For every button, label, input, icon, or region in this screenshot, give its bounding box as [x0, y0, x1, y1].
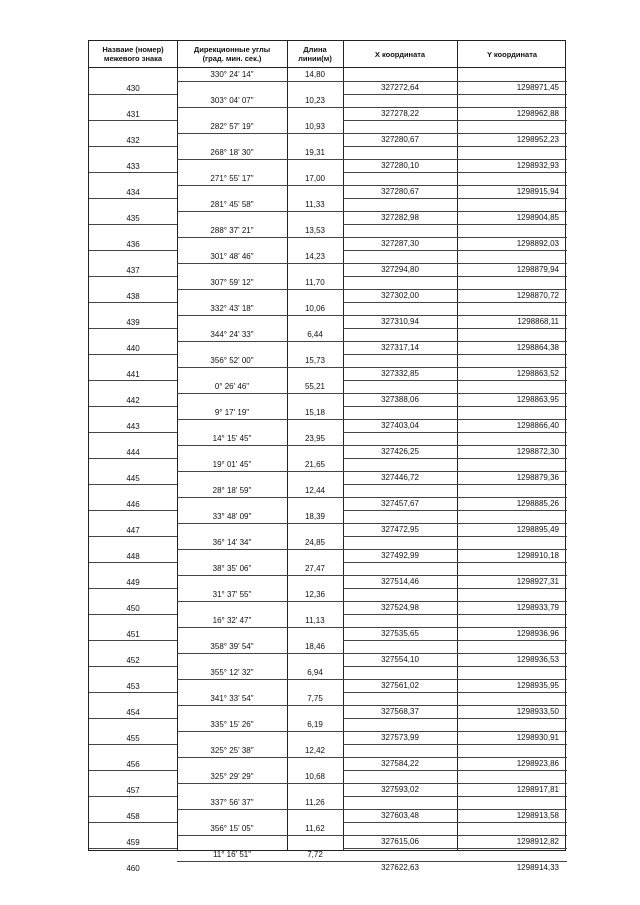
row-divider	[177, 549, 343, 550]
header-x: X координата	[374, 49, 426, 59]
direction-angle: 325° 25' 38"	[210, 746, 254, 755]
row-divider	[343, 289, 567, 290]
row-divider	[177, 679, 343, 680]
y-coordinate: 1298863,52	[516, 369, 559, 378]
row-divider	[177, 315, 343, 316]
row-divider	[343, 757, 567, 758]
row-divider	[177, 523, 343, 524]
x-coordinate: 327403,04	[381, 421, 419, 430]
direction-angle: 341° 33' 54"	[210, 694, 254, 703]
direction-angle: 281° 45' 58"	[210, 200, 254, 209]
point-name: 452	[126, 656, 140, 665]
x-coordinate: 327622,63	[381, 863, 419, 872]
row-divider	[343, 120, 567, 121]
y-coordinate: 1298936,96	[516, 629, 559, 638]
point-name: 454	[126, 708, 140, 717]
direction-angle: 0° 26' 46"	[214, 382, 250, 391]
line-length: 14,23	[304, 252, 326, 261]
header-name: Назвaие (номер) межевого знака	[102, 45, 164, 63]
row-divider	[177, 419, 343, 420]
direction-angle: 36° 14' 34"	[212, 538, 252, 547]
row-divider	[89, 172, 177, 173]
point-name: 430	[126, 84, 140, 93]
row-divider	[177, 783, 343, 784]
row-divider	[89, 822, 177, 823]
line-length: 10,23	[304, 96, 326, 105]
y-coordinate: 1298936,53	[516, 655, 559, 664]
direction-angle: 303° 04' 07"	[210, 96, 254, 105]
row-divider	[343, 653, 567, 654]
row-divider	[343, 536, 567, 537]
row-divider	[177, 627, 343, 628]
y-coordinate: 1298933,50	[516, 707, 559, 716]
row-divider	[177, 445, 343, 446]
x-coordinate: 327272,64	[381, 83, 419, 92]
point-name: 451	[126, 630, 140, 639]
row-divider	[343, 523, 567, 524]
point-name: 445	[126, 474, 140, 483]
y-coordinate: 1298910,18	[516, 551, 559, 560]
direction-angle: 19° 01' 45"	[212, 460, 252, 469]
x-coordinate: 327282,98	[381, 213, 419, 222]
row-divider	[89, 510, 177, 511]
point-name: 448	[126, 552, 140, 561]
row-divider	[89, 588, 177, 589]
point-name: 434	[126, 188, 140, 197]
row-divider	[343, 627, 567, 628]
row-divider	[89, 302, 177, 303]
row-divider	[343, 822, 567, 823]
y-coordinate: 1298895,49	[516, 525, 559, 534]
x-coordinate: 327280,67	[381, 187, 419, 196]
y-coordinate: 1298872,30	[516, 447, 559, 456]
y-coordinate: 1298864,38	[516, 343, 559, 352]
y-coordinate: 1298932,93	[516, 161, 559, 170]
row-divider	[89, 718, 177, 719]
line-length: 10,06	[304, 304, 326, 313]
direction-angle: 356° 52' 00"	[210, 356, 254, 365]
direction-angle: 325° 29' 29"	[210, 772, 254, 781]
x-coordinate: 327514,46	[381, 577, 419, 586]
row-divider	[343, 211, 567, 212]
row-divider	[343, 146, 567, 147]
row-divider	[89, 796, 177, 797]
row-divider	[343, 562, 567, 563]
y-coordinate: 1298868,11	[517, 317, 559, 326]
line-length: 55,21	[304, 382, 326, 391]
line-length: 10,68	[304, 772, 326, 781]
line-length: 12,36	[304, 590, 326, 599]
x-coordinate: 327302,00	[381, 291, 419, 300]
line-length: 17,00	[304, 174, 326, 183]
y-coordinate: 1298913,58	[516, 811, 559, 820]
x-coordinate: 327310,94	[381, 317, 419, 326]
row-divider	[177, 835, 343, 836]
direction-angle: 11° 16' 51"	[212, 850, 252, 859]
x-coordinate: 327287,30	[381, 239, 419, 248]
row-divider	[177, 757, 343, 758]
direction-angle: 9° 17' 19"	[214, 408, 250, 417]
x-coordinate: 327535,65	[381, 629, 419, 638]
row-divider	[343, 380, 567, 381]
row-divider	[177, 159, 343, 160]
line-length: 21,65	[304, 460, 326, 469]
y-coordinate: 1298885,26	[516, 499, 559, 508]
direction-angle: 271° 55' 17"	[210, 174, 254, 183]
row-divider	[343, 484, 567, 485]
row-divider	[89, 640, 177, 641]
point-name: 443	[126, 422, 140, 431]
point-name: 457	[126, 786, 140, 795]
row-divider	[343, 94, 567, 95]
point-name: 446	[126, 500, 140, 509]
y-coordinate: 1298933,79	[516, 603, 559, 612]
row-divider	[343, 744, 567, 745]
x-coordinate: 327584,22	[381, 759, 419, 768]
row-divider	[89, 536, 177, 537]
row-divider	[343, 432, 567, 433]
x-coordinate: 327561,02	[381, 681, 419, 690]
line-length: 14,80	[304, 70, 326, 79]
direction-angle: 337° 56' 37"	[210, 798, 254, 807]
y-coordinate: 1298870,72	[516, 291, 559, 300]
line-length: 6,94	[307, 668, 323, 677]
row-divider	[343, 393, 567, 394]
row-divider	[343, 809, 567, 810]
y-coordinate: 1298930,91	[516, 733, 559, 742]
row-divider	[177, 211, 343, 212]
row-divider	[89, 250, 177, 251]
row-divider	[89, 354, 177, 355]
row-divider	[89, 562, 177, 563]
row-divider	[343, 510, 567, 511]
row-divider	[177, 471, 343, 472]
row-divider	[343, 718, 567, 719]
point-name: 438	[126, 292, 140, 301]
y-coordinate: 1298912,82	[516, 837, 559, 846]
line-length: 11,70	[305, 278, 325, 287]
row-divider	[343, 406, 567, 407]
x-coordinate: 327280,10	[381, 161, 419, 170]
row-divider	[343, 237, 567, 238]
row-divider	[343, 302, 567, 303]
point-name: 459	[126, 838, 140, 847]
line-length: 24,85	[304, 538, 326, 547]
row-divider	[343, 783, 567, 784]
direction-angle: 31° 37' 55"	[212, 590, 252, 599]
direction-angle: 28° 18' 59"	[212, 486, 252, 495]
row-divider	[89, 380, 177, 381]
x-coordinate: 327568,37	[381, 707, 419, 716]
row-divider	[343, 198, 567, 199]
row-divider	[89, 666, 177, 667]
row-divider	[343, 224, 567, 225]
row-divider	[177, 809, 343, 810]
row-divider	[343, 445, 567, 446]
row-divider	[343, 354, 567, 355]
x-coordinate: 327472,95	[381, 525, 419, 534]
point-name: 436	[126, 240, 140, 249]
row-divider	[177, 341, 343, 342]
row-divider	[343, 640, 567, 641]
point-name: 432	[126, 136, 140, 145]
x-coordinate: 327524,98	[381, 603, 419, 612]
y-coordinate: 1298866,40	[516, 421, 559, 430]
direction-angle: 330° 24' 14"	[210, 70, 254, 79]
line-length: 15,18	[304, 408, 326, 417]
line-length: 11,26	[305, 798, 325, 807]
x-coordinate: 327573,99	[381, 733, 419, 742]
point-name: 453	[126, 682, 140, 691]
direction-angle: 355° 12' 32"	[210, 668, 254, 677]
x-coordinate: 327280,67	[381, 135, 419, 144]
y-coordinate: 1298914,33	[516, 863, 559, 872]
line-length: 7,72	[307, 850, 323, 859]
row-divider	[89, 614, 177, 615]
row-divider	[177, 237, 343, 238]
x-coordinate: 327388,06	[381, 395, 419, 404]
x-coordinate: 327426,25	[381, 447, 419, 456]
line-length: 10,93	[304, 122, 326, 131]
y-coordinate: 1298935,95	[516, 681, 559, 690]
row-divider	[177, 861, 343, 862]
y-coordinate: 1298915,94	[516, 187, 559, 196]
row-divider	[343, 81, 567, 82]
point-name: 456	[126, 760, 140, 769]
row-divider	[177, 705, 343, 706]
header-divider	[89, 67, 565, 68]
row-divider	[89, 770, 177, 771]
row-divider	[177, 289, 343, 290]
x-coordinate: 327603,48	[381, 811, 419, 820]
y-coordinate: 1298923,86	[516, 759, 559, 768]
row-divider	[89, 406, 177, 407]
direction-angle: 335° 15' 26"	[210, 720, 254, 729]
row-divider	[343, 250, 567, 251]
y-coordinate: 1298962,88	[516, 109, 559, 118]
row-divider	[177, 185, 343, 186]
point-name: 458	[126, 812, 140, 821]
x-coordinate: 327278,22	[381, 109, 419, 118]
row-divider	[343, 328, 567, 329]
row-divider	[343, 172, 567, 173]
x-coordinate: 327317,14	[381, 343, 419, 352]
row-divider	[89, 692, 177, 693]
row-divider	[89, 432, 177, 433]
x-coordinate: 327332,85	[381, 369, 419, 378]
y-coordinate: 1298879,36	[516, 473, 559, 482]
x-coordinate: 327446,72	[381, 473, 419, 482]
line-length: 19,31	[304, 148, 326, 157]
row-divider	[343, 367, 567, 368]
row-divider	[89, 120, 177, 121]
row-divider	[343, 861, 567, 862]
line-length: 11,13	[305, 616, 325, 625]
row-divider	[177, 263, 343, 264]
row-divider	[343, 159, 567, 160]
row-divider	[177, 497, 343, 498]
header-length: Длина линии(м)	[298, 45, 332, 63]
coordinates-table	[88, 40, 566, 873]
row-divider	[343, 666, 567, 667]
line-length: 11,33	[305, 200, 325, 209]
y-coordinate: 1298904,85	[516, 213, 559, 222]
line-length: 15,73	[304, 356, 326, 365]
y-coordinate: 1298892,03	[516, 239, 559, 248]
row-divider	[343, 835, 567, 836]
x-coordinate: 327457,67	[381, 499, 419, 508]
direction-angle: 358° 39' 54"	[210, 642, 254, 651]
line-length: 18,39	[304, 512, 326, 521]
y-coordinate: 1298917,81	[516, 785, 559, 794]
row-divider	[343, 588, 567, 589]
row-divider	[177, 601, 343, 602]
x-coordinate: 327554,10	[381, 655, 419, 664]
row-divider	[89, 458, 177, 459]
direction-angle: 14° 15' 45"	[212, 434, 252, 443]
row-divider	[343, 705, 567, 706]
direction-angle: 33° 48' 09"	[212, 512, 252, 521]
y-coordinate: 1298863,95	[516, 395, 559, 404]
line-length: 6,44	[307, 330, 323, 339]
row-divider	[89, 146, 177, 147]
row-divider	[177, 133, 343, 134]
row-divider	[343, 471, 567, 472]
row-divider	[343, 731, 567, 732]
y-coordinate: 1298971,45	[516, 83, 559, 92]
row-divider	[343, 107, 567, 108]
row-divider	[89, 94, 177, 95]
line-length: 11,62	[305, 824, 325, 833]
row-divider	[343, 848, 567, 849]
row-divider	[343, 770, 567, 771]
direction-angle: 268° 18' 30"	[210, 148, 254, 157]
row-divider	[343, 276, 567, 277]
row-divider	[343, 796, 567, 797]
direction-angle: 38° 35' 06"	[212, 564, 252, 573]
point-name: 439	[126, 318, 140, 327]
point-name: 447	[126, 526, 140, 535]
row-divider	[343, 458, 567, 459]
point-name: 460	[126, 864, 140, 873]
row-divider	[89, 198, 177, 199]
row-divider	[343, 549, 567, 550]
line-length: 27,47	[304, 564, 326, 573]
y-coordinate: 1298952,23	[516, 135, 559, 144]
header-angles: Дирекционные углы (град. мин. сек.)	[193, 45, 271, 63]
x-coordinate: 327294,80	[381, 265, 419, 274]
point-name: 437	[126, 266, 140, 275]
direction-angle: 307° 59' 12"	[210, 278, 254, 287]
row-divider	[343, 575, 567, 576]
direction-angle: 288° 37' 21"	[210, 226, 254, 235]
row-divider	[177, 653, 343, 654]
point-name: 449	[126, 578, 140, 587]
y-coordinate: 1298927,31	[516, 577, 559, 586]
row-divider	[343, 315, 567, 316]
row-divider	[177, 81, 343, 82]
row-divider	[177, 575, 343, 576]
line-length: 18,46	[304, 642, 326, 651]
line-length: 12,44	[304, 486, 326, 495]
line-length: 7,75	[307, 694, 323, 703]
row-divider	[343, 133, 567, 134]
line-length: 23,95	[304, 434, 326, 443]
row-divider	[343, 497, 567, 498]
row-divider	[177, 731, 343, 732]
row-divider	[343, 679, 567, 680]
row-divider	[343, 341, 567, 342]
point-name: 442	[126, 396, 140, 405]
direction-angle: 282° 57' 19"	[210, 122, 254, 131]
point-name: 440	[126, 344, 140, 353]
direction-angle: 16° 32' 47"	[212, 616, 252, 625]
x-coordinate: 327492,99	[381, 551, 419, 560]
line-length: 13,53	[304, 226, 326, 235]
point-name: 441	[126, 370, 140, 379]
line-length: 12,42	[304, 746, 326, 755]
row-divider	[89, 224, 177, 225]
x-coordinate: 327615,06	[381, 837, 419, 846]
x-coordinate: 327593,02	[381, 785, 419, 794]
point-name: 435	[126, 214, 140, 223]
y-coordinate: 1298879,94	[516, 265, 559, 274]
row-divider	[89, 328, 177, 329]
direction-angle: 344° 24' 33"	[210, 330, 254, 339]
row-divider	[343, 601, 567, 602]
line-length: 6,19	[307, 720, 323, 729]
row-divider	[89, 848, 177, 849]
point-name: 455	[126, 734, 140, 743]
point-name: 450	[126, 604, 140, 613]
row-divider	[343, 614, 567, 615]
direction-angle: 332° 43' 18"	[210, 304, 254, 313]
header-y: Y координата	[486, 49, 538, 59]
row-divider	[343, 419, 567, 420]
direction-angle: 356° 15' 05"	[210, 824, 254, 833]
point-name: 431	[126, 110, 140, 119]
row-divider	[343, 263, 567, 264]
row-divider	[343, 185, 567, 186]
row-divider	[177, 393, 343, 394]
row-divider	[177, 107, 343, 108]
row-divider	[343, 692, 567, 693]
point-name: 433	[126, 162, 140, 171]
direction-angle: 301° 48' 46"	[210, 252, 254, 261]
row-divider	[177, 367, 343, 368]
point-name: 444	[126, 448, 140, 457]
row-divider	[89, 276, 177, 277]
row-divider	[89, 484, 177, 485]
row-divider	[89, 744, 177, 745]
